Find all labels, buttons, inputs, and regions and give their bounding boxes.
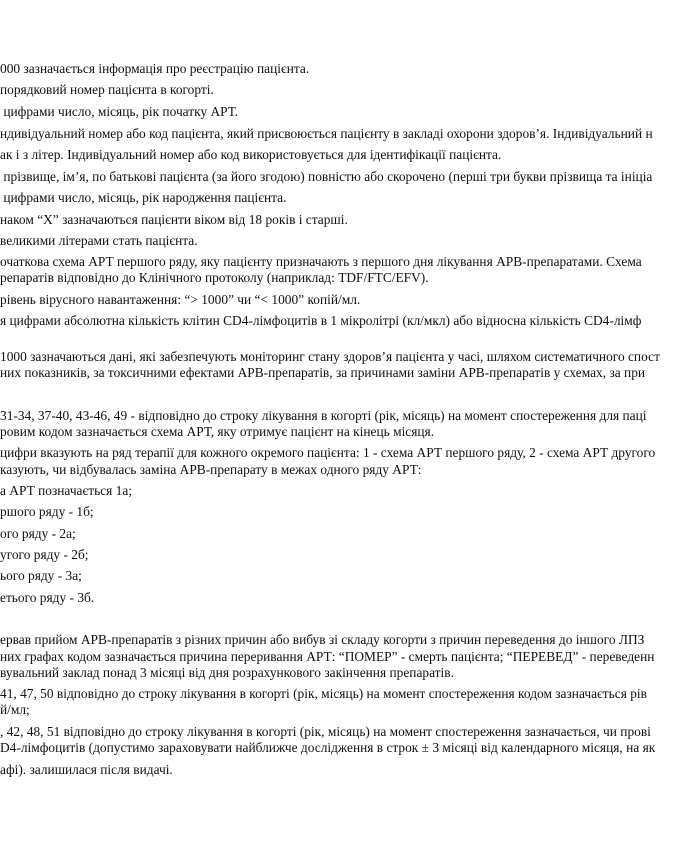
text-line: , 42, 48, 51 відповідно до строку лікування в когорті (рік, місяць) на момент спостереження зазначається, чи прові: [0, 724, 651, 739]
text-line: репаратів відповідно до Клінічного протоколу (наприклад: TDF/FTC/EFV).: [0, 270, 429, 285]
text-line: ого ряду - 2а;: [0, 526, 76, 541]
text-line: очаткова схема АРТ першого ряду, яку пацієнту призначають з першого дня лікування АРВ-препаратами. Схема: [0, 254, 642, 269]
text-line: наком “Х” зазначаються пацієнти віком від 18 років і старші.: [0, 212, 348, 227]
text-line: порядковий номер пацієнта в когорті.: [0, 82, 214, 97]
text-line: цифри вказують на ряд терапії для кожного окремого пацієнта: 1 - схема АРТ першого ряду, 2 - схема АРТ другого: [0, 445, 656, 460]
text-line: етього ряду - 3б.: [0, 590, 95, 605]
text-line: ндивідуальний номер або код пацієнта, який присвоюється пацієнту в закладі охорони здоров’я. Індивідуальний н: [0, 126, 653, 141]
text-line: я цифрами абсолютна кількість клітин CD4-лімфоцитів в 1 мікролітрі (кл/мкл) або відносна кількість CD4-лімф: [0, 313, 642, 328]
text-line: цифрами число, місяць, рік початку АРТ.: [0, 104, 238, 119]
text-line: ак і з літер. Індивідуальний номер або код використовується для ідентифікації пацієнта.: [0, 147, 502, 162]
text-line: прізвище, ім’я, по батькові пацієнта (за його згодою) повністю або скорочено (перші три букви прізвища та ініціа: [0, 169, 653, 184]
text-line: й/мл;: [0, 702, 30, 717]
text-line: ервав прийом АРВ-препаратів з різних причин або вибув зі складу когорти з причин переведення до іншого ЛПЗ: [0, 632, 645, 647]
text-line: а АРТ позначається 1а;: [0, 483, 133, 498]
text-line: ршого ряду - 1б;: [0, 504, 94, 519]
text-line: казують, чи відбувалась заміна АРВ-препарату в межах одного ряду АРТ:: [0, 462, 422, 477]
text-line: угого ряду - 2б;: [0, 547, 89, 562]
text-line: 000 зазначається інформація про реєстрацію пацієнта.: [0, 61, 310, 76]
text-line: вувальний заклад понад 3 місяці від дня розрахункового закінчення препаратів.: [0, 665, 454, 680]
text-line: ровим кодом зазначається схема АРТ, яку отримує пацієнт на кінець місяця.: [0, 424, 435, 439]
text-line: великими літерами стать пацієнта.: [0, 233, 198, 248]
text-line: рівень вірусного навантаження: “> 1000” чи “< 1000” копій/мл.: [0, 292, 361, 307]
text-line: ього ряду - 3а;: [0, 568, 82, 583]
text-line: них графах кодом зазначається причина переривання АРТ: “ПОМЕР” - смерть пацієнта; “ПЕРЕВЕД” - переведенн: [0, 649, 655, 664]
text-line: афі). залишилася після видачі.: [0, 762, 173, 777]
text-line: D4-лімфоцитів (допустимо зараховувати найближче дослідження в строк ± 3 місяці від календарного місяця, на як: [0, 740, 656, 755]
text-line: цифрами число, місяць, рік народження пацієнта.: [0, 190, 287, 205]
text-line: 41, 47, 50 відповідно до строку лікування в когорті (рік, місяць) на момент спостереження кодом зазначається рів: [0, 686, 647, 701]
text-line: них показників, за токсичними ефектами АРВ-препаратів, за причинами заміни АРВ-препаратів у схемах, за при: [0, 365, 646, 380]
text-line: 31-34, 37-40, 43-46, 49 - відповідно до строку лікування в когорті (рік, місяць) на момент спостереження для паці: [0, 408, 647, 423]
text-line: 1000 зазначаються дані, які забезпечують моніторинг стану здоров’я пацієнта у часі, шляхом систематичного спост: [0, 349, 660, 364]
